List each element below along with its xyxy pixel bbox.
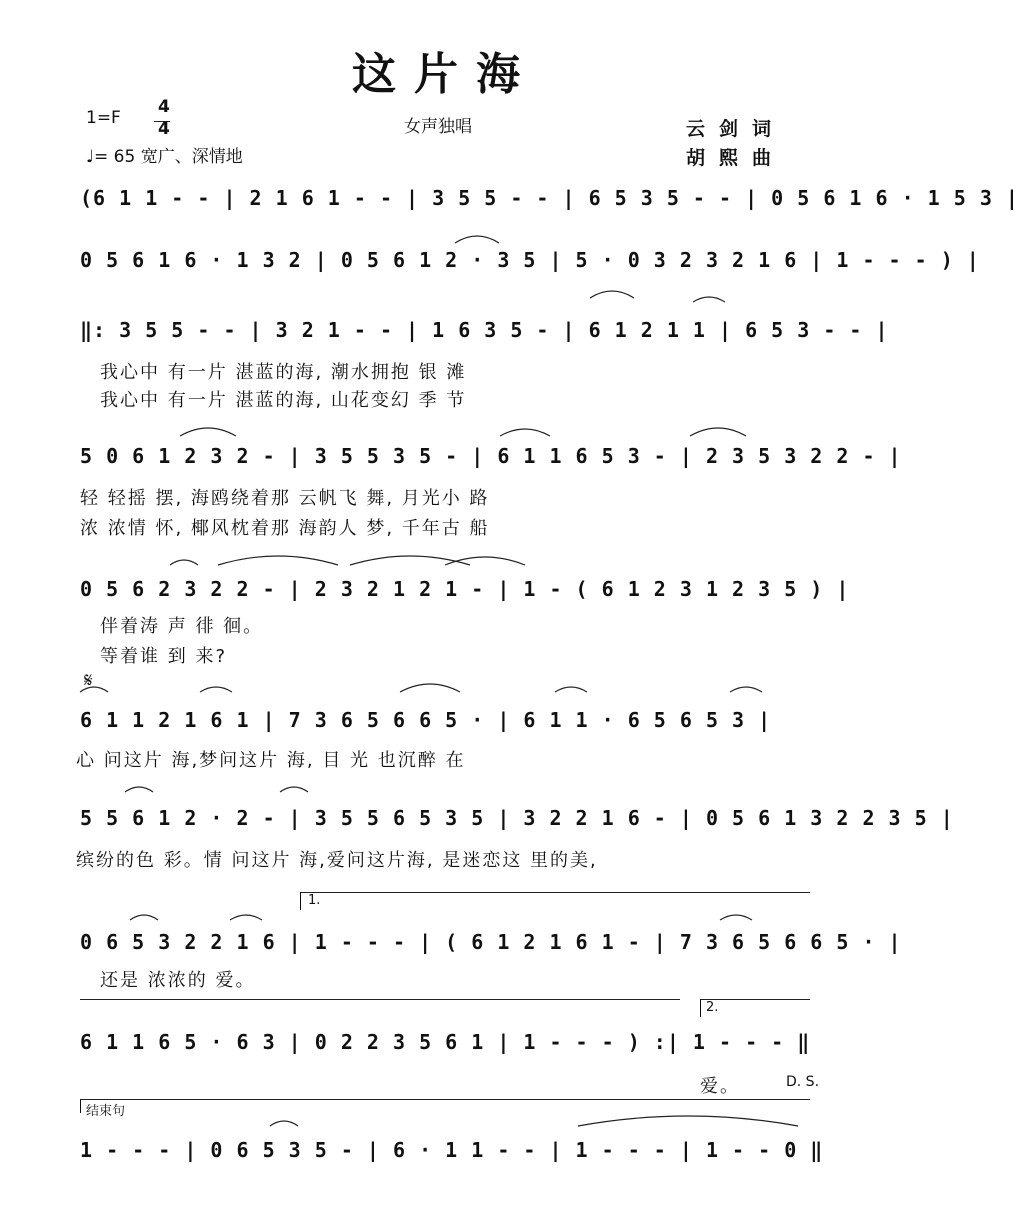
time-signature-bottom: 4: [158, 119, 170, 139]
volta-2-label: 2.: [706, 1000, 719, 1015]
notation-line: 6 1 1 6 5 · 6 3 | 0 2 2 3 5 6 1 | 1 - - - ) :| 1 - - - ‖: [80, 1030, 811, 1054]
notation-line: (6 1 1 - - | 2 1 6 1 - - | 3 5 5 - - | 6 5 3 5 - - | 0 5 6 1 6 · 1 5 3 |: [80, 186, 1019, 210]
dal-segno-mark: D. S.: [786, 1074, 820, 1090]
lyric-line: 缤纷的色 彩。情 问这片 海,爱问这片海, 是迷恋这 里的美,: [76, 850, 598, 871]
notation-line: 0 5 6 1 6 · 1 3 2 | 0 5 6 1 2 · 3 5 | 5 · 0 3 2 3 2 1 6 | 1 - - - ) |: [80, 248, 980, 272]
notation-line: 0 5 6 2 3 2 2 - | 2 3 2 1 2 1 - | 1 - ( 6 1 2 3 1 2 3 5 ) |: [80, 577, 850, 601]
lyric-line: 轻 轻摇 摆, 海鸥绕着那 云帆飞 舞, 月光小 路: [80, 488, 490, 509]
composer-credit: 胡熙曲: [686, 147, 786, 169]
notation-line: 0 6 5 3 2 2 1 6 | 1 - - - | ( 6 1 2 1 6 1 - | 7 3 6 5 6 6 5 · |: [80, 930, 902, 954]
tempo-marking: ♩= 65 宽广、深情地: [86, 147, 243, 167]
song-title: 这片海: [352, 49, 538, 100]
ending-label: 结束句: [86, 1104, 126, 1119]
lyric-line: 伴着涛 声 徘 徊。: [100, 616, 264, 637]
segno-sign: 𝄋: [84, 668, 93, 692]
performance-note: 女声独唱: [404, 117, 472, 137]
volta-1-label: 1.: [308, 893, 321, 908]
key-signature: 1=F: [86, 108, 121, 128]
notation-line: 6 1 1 2 1 6 1 | 7 3 6 5 6 6 5 · | 6 1 1 · 6 5 6 5 3 |: [80, 708, 772, 732]
notation-line: 1 - - - | 0 6 5 3 5 - | 6 · 1 1 - - | 1 - - - | 1 - - 0 ‖: [80, 1138, 824, 1162]
notation-line: 5 5 6 1 2 · 2 - | 3 5 5 6 5 3 5 | 3 2 2 1 6 - | 0 5 6 1 3 2 2 3 5 |: [80, 806, 954, 830]
notation-line: ‖: 3 5 5 - - | 3 2 1 - - | 1 6 3 5 - | 6 1 2 1 1 | 6 5 3 - - |: [80, 318, 889, 342]
lyricist-credit: 云剑词: [686, 118, 786, 140]
time-signature-top: 4: [158, 97, 170, 117]
lyric-line: 爱。: [700, 1076, 740, 1097]
lyric-line: 等着谁 到 来?: [100, 646, 227, 667]
lyric-line: 浓 浓情 怀, 椰风枕着那 海韵人 梦, 千年古 船: [80, 518, 490, 539]
lyric-line: 我心中 有一片 湛蓝的海, 潮水拥抱 银 滩: [100, 362, 467, 383]
lyric-line: 心 问这片 海,梦问这片 海, 目 光 也沉醉 在: [76, 750, 466, 771]
lyric-line: 还是 浓浓的 爱。: [100, 970, 256, 991]
notation-line: 5 0 6 1 2 3 2 - | 3 5 5 3 5 - | 6 1 1 6 5 3 - | 2 3 5 3 2 2 - |: [80, 444, 902, 468]
lyric-line: 我心中 有一片 湛蓝的海, 山花变幻 季 节: [100, 390, 467, 411]
